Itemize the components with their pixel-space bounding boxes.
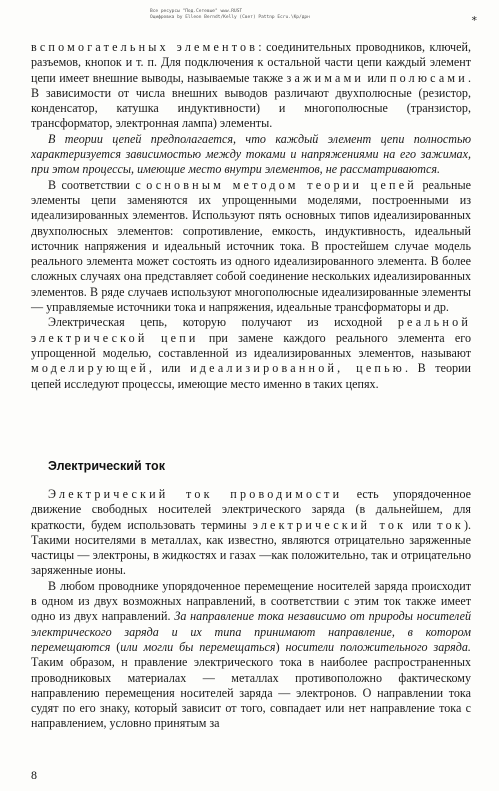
text-run: . В теории цепей исследуют процессы, имеющие место именно в таких цепях. <box>31 361 471 391</box>
text-run: есть упорядоченное движение свободных носителей электрического заряда (в дальнейшем, для краткости, будем использовать термины <box>31 487 472 532</box>
text-run: ( <box>110 639 121 654</box>
italic-paragraph: В теории цепей предполагается, что каждый элемент цепи полностью характеризуется зависимостью между токами и напряжениями на его зажимах, при этом процессы, имеющие место внутри элементов, не рассматриваются. <box>31 131 471 177</box>
spaced-term: реальной электрической цепи <box>31 315 471 345</box>
text-run: реальные элементы цепи заменяются их упрощенными моделями, построенными из идеализированных элементов. Используют пять основных типов идеализированных двухполюсных элементов: сопротивление, емкость, индуктивность, идеальный источник напряжения и идеальный источник тока. В простейшем случае модель реального элемента может состоять из одного идеализированного элемента. В более сложных случаях она представляет собой соединение нескольких идеализированных элементов. В ряде случаев используют многополюсные идеализированные элементы — управляемые источники тока и напряжения, идеальные трансформаторы и др. <box>31 177 471 315</box>
text-run: . В зависимости от числа внешних выводов различают двухполюсные (резистор, конденсатор, катушка индуктивности) и многополюсные (транзистор, трансформатор, электронная лампа) элементы. <box>31 70 471 131</box>
text-run: В соответствии с <box>48 177 147 192</box>
spaced-term: моделирующей <box>31 361 149 376</box>
text-run: ). Такими носителями в металлах, как известно, являются отрицательно заряженные частицы — электроны, в жидкостях и газах —как положительно, так и отрицательно заряженные ионы. <box>31 517 472 578</box>
paragraph <box>31 178 471 316</box>
scan-stamp-line: Оцифровка by Elleon Berndt/Kelly (Свет) Pattnp Ecru.\Кр/дрн <box>150 15 310 20</box>
text-run: : соединительных проводников, ключей, разъемов, кнопок и т. п. Для подключения к остальной части цепи каждый элемент цепи имеет внешние выводы, называемые также <box>31 40 471 85</box>
section-heading: Электрический ток <box>48 459 165 473</box>
corner-mark: * <box>471 14 477 27</box>
italic-run: За направление тока независимо от природы носителей электрического заряда и их типа принимают направление, в котором перемещаются <box>31 609 472 654</box>
spaced-term: основным методом теории цепей <box>146 177 417 192</box>
text-run: , или <box>148 361 191 376</box>
paragraph <box>31 579 471 732</box>
italic-run: носители положительного заряда. <box>285 639 471 654</box>
paragraph <box>31 315 471 391</box>
scan-stamp <box>150 9 350 21</box>
text-run: Таким образом, н правление электрического тока в наиболее распространенных проводниковых материалах — металлах противоположно фактическому направлению перемещения носителей заряда — электронов. О направлении тока судят по его знаку, который зависит от того, совпадает или нет направление тока с направлением, условно принятым за <box>31 655 471 731</box>
text-run: при замене каждого реального элемента его упрощенной моделью, составленной из идеализированных элементов, называют <box>31 330 471 360</box>
spaced-term: ток <box>437 517 464 532</box>
paragraph <box>31 40 471 132</box>
text-run: или <box>406 517 438 532</box>
spaced-term: идеализированной, цепью <box>190 361 406 376</box>
spaced-term: Электрический ток проводимости <box>48 487 343 501</box>
spaced-term: полюсами <box>389 70 468 85</box>
text-run: ) <box>275 639 286 654</box>
spaced-term: зажимами <box>286 70 365 85</box>
spaced-term: вспомогательных элементов <box>31 40 259 54</box>
text-run: В любом проводнике упорядоченное перемещение носителей заряда происходит в одном из двух возможных направлений, в соответствии с этим ток также имеет одно из двух направлений. <box>31 578 471 624</box>
spaced-term: электрический ток <box>252 517 407 532</box>
italic-run: или могли бы перемещаться <box>120 639 276 654</box>
text-run: Электрическая цепь, которую получают из исходной <box>48 315 398 330</box>
paragraph <box>31 487 471 579</box>
text-run: или <box>364 70 390 85</box>
text-block-lower <box>31 487 471 732</box>
page-number: 8 <box>31 768 37 782</box>
text-block-upper <box>31 40 471 392</box>
scan-stamp-line: Все ресурсы "Под.Сетевые" www.RUST <box>150 9 243 14</box>
